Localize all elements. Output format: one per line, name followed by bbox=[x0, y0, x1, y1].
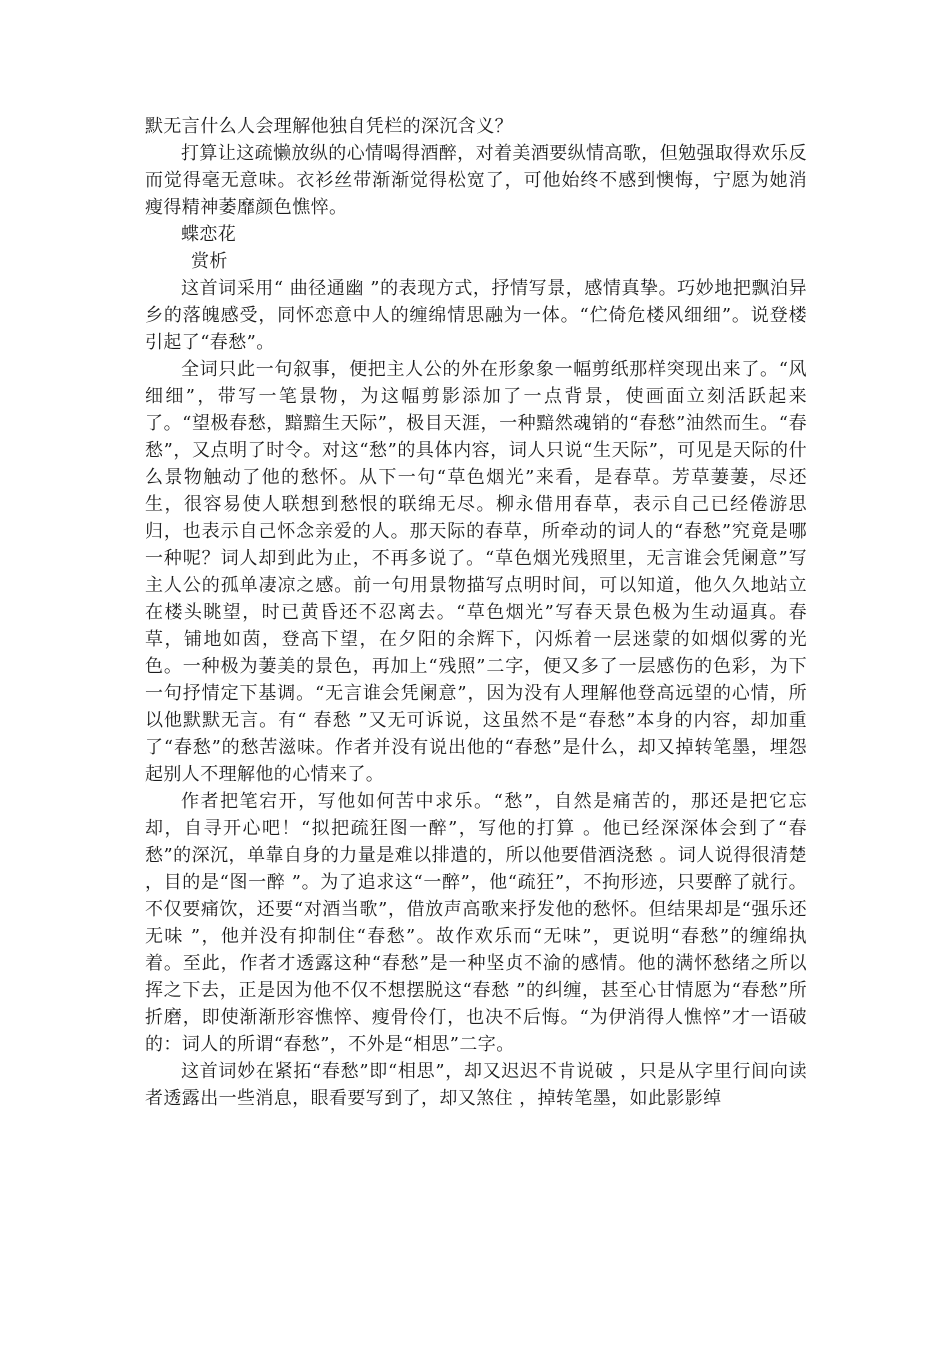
analysis-paragraph-intro: 这首词采用“ 曲径通幽 ”的表现方式，抒情写景，感情真挚。巧妙地把飘泊异乡的落魄感受，同怀恋意中人的缠绵情思融为一体。“伫倚危楼风细细”。说登楼引起了“春愁”。 bbox=[145, 278, 807, 353]
section-heading: 赏析 bbox=[191, 251, 228, 272]
continuation-paragraph: 默无言什么人会理解他独自凭栏的深沉含义？ bbox=[145, 116, 513, 137]
analysis-paragraph-second-half: 作者把笔宕开，写他如何苦中求乐。“愁”，自然是痛苦的，那还是把它忘却，自寻开心吧！“拟把疏狂图一醉”，写他的打算 。他已经深深体会到了“春愁”的深沉，单靠自身的力量是难以排遣的，所以他要借酒浇愁 。词人说得很清楚 ，目的是“图一醉 ”。为了追求这“一醉”，他“疏狂”，不拘形迹，只要醉了就行。不仅要痛饮，还要“对酒当歌”，借放声高歌来抒发他的愁怀。但结果却是“强乐还无味 ”，他并没有抑制住“春愁”。故作欢乐而“无味”，更说明“春愁”的缠绵执着。至此，作者才透露这种“春愁”是一种坚贞不渝的感情。他的满怀愁绪之所以挥之下去，正是因为他不仅不想摆脱这“春愁 ”的纠缠，甚至心甘情愿为“春愁”所折磨，即使渐渐形容憔悴、瘦骨伶仃，也决不后悔。“为伊消得人憔悴”才一语破的：词人的所谓“春愁”，不外是“相思”二字。 bbox=[145, 791, 807, 1055]
analysis-paragraph-conclusion: 这首词妙在紧拓“春愁”即“相思”，却又迟迟不肯说破 ，只是从字里行间向读者透露出一些消息，眼看要写到了，却又煞住 ，掉转笔墨，如此影影绰 bbox=[145, 1061, 807, 1109]
translation-paragraph: 打算让这疏懒放纵的心情喝得酒醉，对着美酒要纵情高歌，但勉强取得欢乐反而觉得毫无意味。衣衫丝带渐渐觉得松宽了，可他始终不感到懊悔，宁愿为她消瘦得精神萎靡颜色憔悴。 bbox=[145, 143, 807, 218]
analysis-paragraph-first-half: 全词只此一句叙事，便把主人公的外在形象象一幅剪纸那样突现出来了。“风细细”，带写一笔景物，为这幅剪影添加了一点背景，使画面立刻活跃起来了。“望极春愁，黯黯生天际”，极目天涯，一种黯然魂销的“春愁”油然而生。“春愁”，又点明了时令。对这“愁”的具体内容，词人只说“生天际”，可见是天际的什么景物触动了他的愁怀。从下一句“草色烟光”来看，是春草。芳草萋萋，尽还生，很容易使人联想到愁恨的联绵无尽。柳永借用春草，表示自己已经倦游思归，也表示自己怀念亲爱的人。那天际的春草，所牵动的词人的“春愁”究竟是哪一种呢？词人却到此为止，不再多说了。“草色烟光残照里，无言谁会凭阑意”写主人公的孤单凄凉之感。前一句用景物描写点明时间，可以知道，他久久地站立在楼头眺望，时已黄昏还不忍离去。“草色烟光”写春天景色极为生动逼真。春草，铺地如茵，登高下望，在夕阳的余辉下，闪烁着一层迷蒙的如烟似雾的光色。一种极为萋美的景色，再加上“残照”二字，便又多了一层感伤的色彩，为下一句抒情定下基调。“无言谁会凭阑意”，因为没有人理解他登高远望的心情，所以他默默无言。有“ 春愁 ”又无可诉说，这虽然不是“春愁”本身的内容，却加重了“春愁”的愁苦滋味。作者并没有说出他的“春愁”是什么，却又掉转笔墨，埋怨起别人不理解他的心情来了。 bbox=[145, 359, 807, 785]
document-body bbox=[145, 113, 807, 1112]
poem-title: 蝶恋花 bbox=[181, 224, 237, 245]
